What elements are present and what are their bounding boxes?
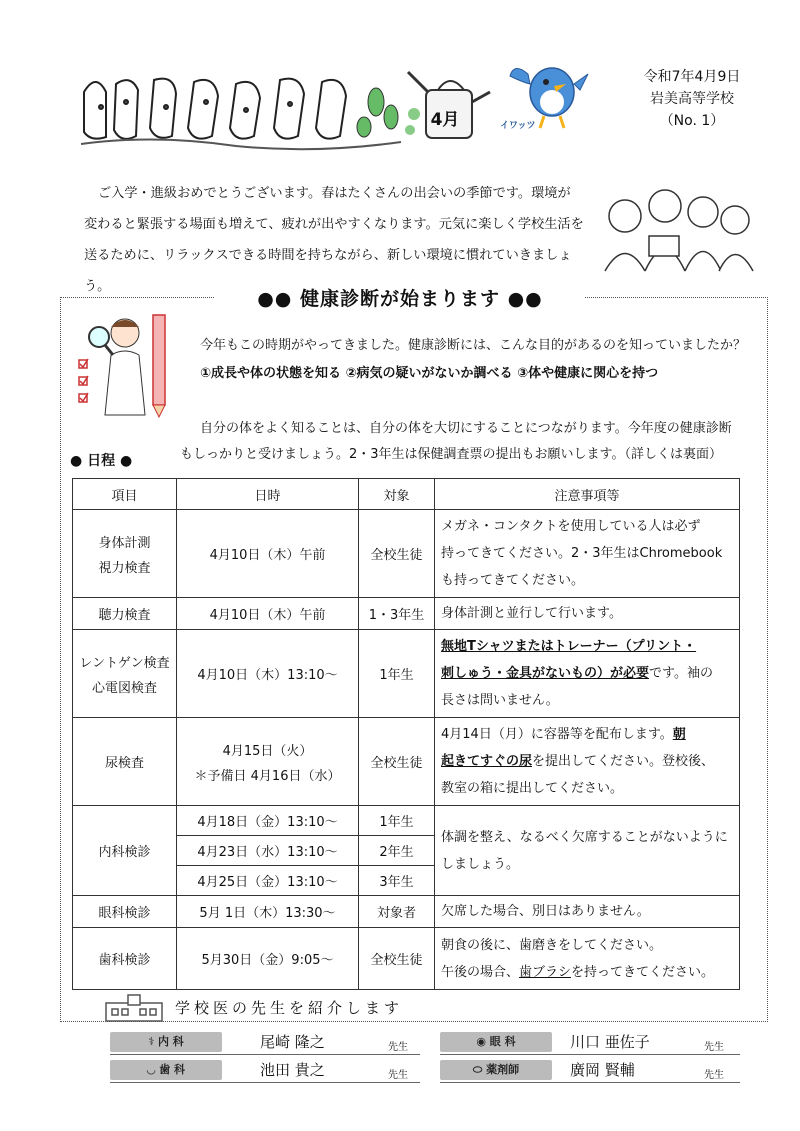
note-line: 体調を整え、なるべく欠席することがないように [441,829,728,845]
item-cell [73,510,177,598]
table-row [73,510,740,598]
doctor-eye-row [440,1030,740,1055]
table-row [73,896,740,928]
month-badge: 4月 [430,110,460,130]
date-cell [177,718,359,806]
dept-label: 眼 科 [489,1035,516,1048]
stethoscope-icon: ⚕ [148,1035,158,1048]
note-cell [435,718,740,806]
item-ecg: 心電図検査 [91,680,157,696]
date-cell: 4月25日（金）13:10～ [177,866,359,896]
date-cell: 5月30日（金）9:05～ [177,928,359,990]
note-emphasis: 朝 [672,727,686,742]
note-line: 長さは問いません。 [441,693,559,708]
table-row [73,718,740,806]
students-illustration [595,176,757,276]
date-cell: 4月10日（木）午前 [177,510,359,598]
note-text: を持ってきてください。 [571,964,715,980]
item-body-measurement: 身体計測 [98,535,151,551]
dept-label: 内 科 [157,1035,184,1048]
school-name: 岩美高等学校 [650,91,734,107]
table-row [73,598,740,630]
date-cell: 4月23日（水）13:10～ [177,836,359,866]
date-cell: 4月10日（木）午前 [177,598,359,630]
note-line: 持ってきてください。2・3年生はChromebook [441,546,723,561]
health-intro-2 [180,416,760,468]
note-line: メガネ・コンタクトを使用している人は必ず [441,519,701,534]
date-cell: 5月 1日（木）13:30～ [177,896,359,928]
health-line-1: 今年もこの時期がやってきました。健康診断には、こんな目的があるのを知っていましたか？ [200,338,747,353]
note-line [441,660,735,687]
doctor-suffix: 先生 [704,1070,724,1081]
target-cell: 対象者 [359,896,435,928]
note-line [441,721,735,748]
target-cell: 1年生 [359,630,435,718]
target-cell: 全校生徒 [359,718,435,806]
date-reserve: ＊予備日 4月16日（水） [194,768,341,784]
health-line-3: もしっかりと受けましょう。2・3年生は保健調査票の提出もお願いします。（詳しくは裏面） [180,447,723,462]
hoken-dayori-title-art [76,62,406,152]
note-emphasis: 刺しゅう・金具がないもの）が必要 [441,666,650,681]
title-text-hidden [100,90,106,91]
schedule-table [72,478,740,990]
item-eye-exam: 眼科検診 [73,896,177,928]
item-vision-test: 視力検査 [98,560,151,576]
note-text: を提出してください。登校後、 [532,754,715,769]
item-urine-test: 尿検査 [73,718,177,806]
note-emphasis: 歯ブラシ [519,964,572,980]
doctor-suffix: 先生 [388,1042,408,1053]
item-xray: レントゲン検査 [79,655,170,671]
dept-internal-badge [110,1032,222,1052]
table-row [73,630,740,718]
target-cell: 全校生徒 [359,928,435,990]
dept-pharmacist-badge [440,1060,552,1080]
schedule-title: ● 日程 ● [70,453,133,469]
note-cell [435,806,740,896]
doctor-dental-row [110,1058,420,1083]
header-datetime: 日時 [177,479,359,510]
doctor-name: 尾崎 隆之 [260,1033,325,1051]
watering-can-icon [398,52,498,152]
table-row [73,806,740,836]
target-cell: 3年生 [359,866,435,896]
doctor-suffix: 先生 [704,1042,724,1053]
doctor-suffix: 先生 [388,1070,408,1081]
target-cell: 1年生 [359,806,435,836]
date-cell: 4月10日（木）13:10～ [177,630,359,718]
issue-number: （No. 1） [659,113,725,129]
pill-icon: ⬭ [472,1063,487,1076]
note-line: しましょう。 [441,856,520,872]
note-cell: 身体計測と並行して行います。 [435,598,740,630]
issue-date: 令和7年4月9日 [643,69,741,85]
dept-eye-badge [440,1032,552,1052]
item-hearing-test: 聴力検査 [73,598,177,630]
table-header-row [73,479,740,510]
doctor-name: 廣岡 賢輔 [570,1061,635,1079]
dept-label: 歯 科 [159,1063,186,1076]
note-emphasis: 起きてすぐの尿 [441,754,533,769]
note-cell [435,510,740,598]
note-text: です。袖の [649,666,713,681]
header-notes: 注意事項等 [435,479,740,510]
note-text: 4月14日（月）に容器等を配布します。 [441,727,673,742]
note-line: も持ってきてください。 [441,573,585,588]
intro-line-3: 送るために、リラックスできる時間を持ちながら、新しい環境に慣れていきましょう。 [84,248,572,294]
tooth-icon: ◡ [146,1063,160,1076]
target-cell: 全校生徒 [359,510,435,598]
target-cell: 1・3年生 [359,598,435,630]
header-item: 項目 [73,479,177,510]
header-target: 対象 [359,479,435,510]
note-line: 無地Tシャツまたはトレーナー（プリント・ [441,639,697,654]
note-line: 朝食の後に、歯磨きをしてください。 [441,937,663,953]
date-main: 4月15日（火） [222,743,313,759]
note-line: 教室の箱に提出してください。 [441,781,624,796]
intro-line-1: ご入学・進級おめでとうございます。春はたくさんの出会いの季節です。環境が [98,186,571,201]
note-cell [435,630,740,718]
school-building-icon [104,993,164,1023]
health-purposes: ①成長や体の状態を知る ②病気の疑いがないか調べる ③体や健康に関心を持つ [200,366,659,381]
target-cell: 2年生 [359,836,435,866]
health-intro [200,332,760,388]
note-line [441,959,735,986]
doctor-pharmacist-row [440,1058,740,1083]
intro-line-2: 変わると緊張する場面も増えて、疲れが出やすくなります。元気に楽しく学校生活を [84,217,584,232]
table-row [73,928,740,990]
school-doctors-title: 学校医の先生を紹介します [175,999,404,1017]
health-check-title: ●● 健康診断が始まります ●● [215,284,585,311]
eye-icon: ◉ [476,1035,490,1048]
dept-label: 薬剤師 [486,1063,520,1076]
header-info [612,66,772,132]
health-line-2: 自分の体をよく知ることは、自分の体を大切にすることにつながります。今年度の健康診断 [200,421,732,436]
note-line [441,748,735,775]
item-dental-exam: 歯科検診 [73,928,177,990]
date-cell: 4月18日（金）13:10～ [177,806,359,836]
dept-dental-badge [110,1060,222,1080]
item-cell [73,630,177,718]
item-internal-exam: 内科検診 [73,806,177,896]
doctor-name: 池田 貴之 [260,1061,325,1079]
doctor-internal-row [110,1030,420,1055]
mascot-logo-text: イワッツ [500,121,536,131]
note-text: 午後の場合、 [441,964,520,980]
doctor-with-magnifier-illustration [75,305,185,420]
doctor-name: 川口 亜佐子 [570,1033,650,1051]
note-cell [435,928,740,990]
note-cell: 欠席した場合、別日はありません。 [435,896,740,928]
